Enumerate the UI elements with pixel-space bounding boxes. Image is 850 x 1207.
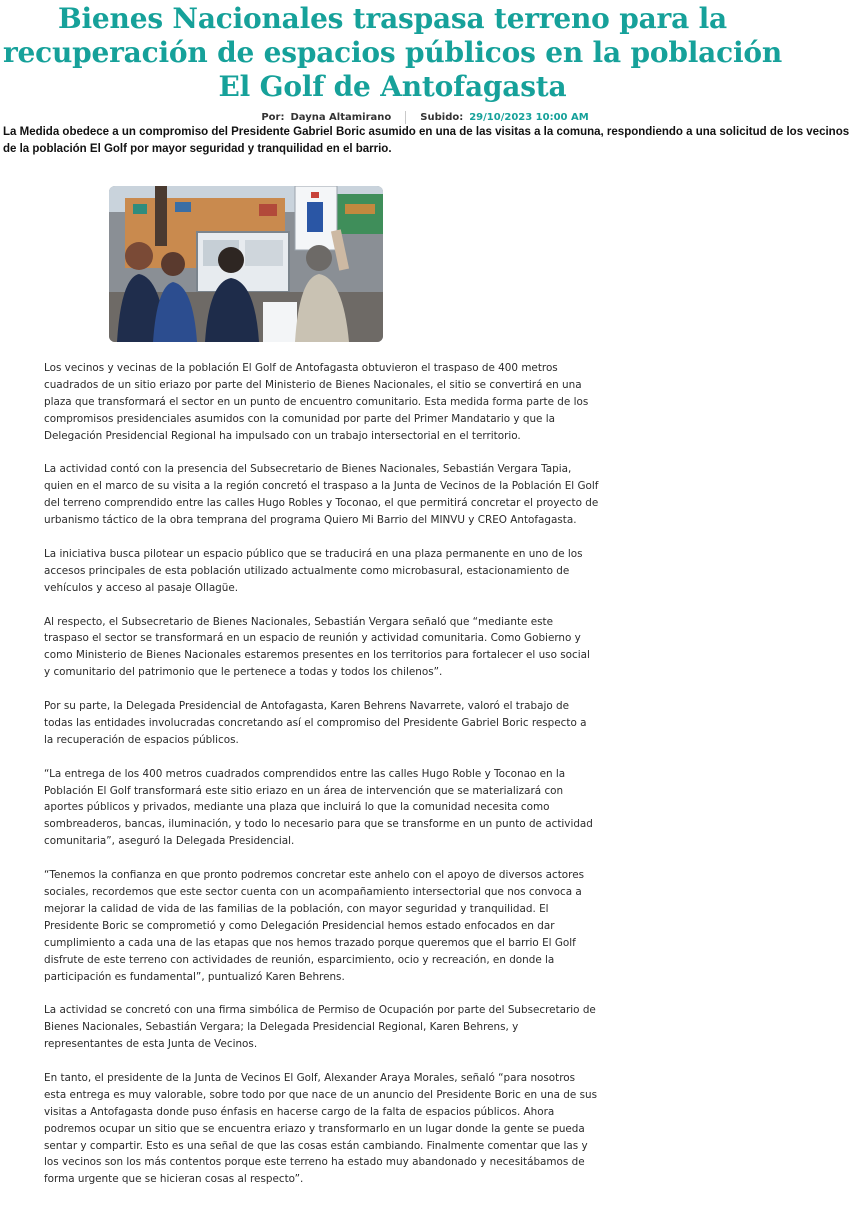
author-name: Dayna Altamirano	[290, 112, 392, 123]
uploaded-date: 29/10/2023 10:00 AM	[469, 112, 589, 123]
article-title: Bienes Nacionales traspasa terreno para la recuperación de espacios públicos en la población El Golf de Antofagasta	[2, 2, 783, 103]
body-paragraph: “La entrega de los 400 metros cuadrados comprendidos entre las calles Hugo Roble y Toconao en la Población El Golf transformará este sitio eriazo en un área de intervención que se materializará con aportes públicos y privados, mediante una plaza que incluirá lo que la comunidad necesita como sombreaderos, bancas, iluminación, y todo lo necesario para que se transforme en un punto de actividad comunitaria”, aseguró la Delegada Presidencial.	[44, 767, 593, 848]
body-paragraph: En tanto, el presidente de la Junta de Vecinos El Golf, Alexander Araya Morales, señaló “para nosotros esta entrega es muy valorable, sobre todo por que nace de un anuncio del Presidente Boric en una de sus visitas a Antofagasta donde puso énfasis en hacerse cargo de la falta de espacios públicos. Ahora podremos ocupar un sitio que se encuentra eriazo y transformarlo en un lugar donde la gente se pueda sentar y compartir. Esto es una señal de que las cosas están cambiando. Finalmente comentar que las y los vecinos son los más contentos porque este terreno ha estado muy abandonado y necesitábamos de forma urgente que se hicieran cosas al respecto”.	[44, 1071, 597, 1186]
body-paragraph: La iniciativa busca pilotear un espacio público que se traducirá en una plaza permanente en uno de los accesos principales de esta población utilizado actualmente como microbasural, estacionamiento de vehículos y acceso al pasaje Ollagüe.	[44, 547, 583, 594]
body-paragraph: La actividad se concretó con una firma simbólica de Permiso de Ocupación por parte del Subsecretario de Bienes Nacionales, Sebastián Vergara; la Delegada Presidencial Regional, Karen Behrens, y representantes de esta Junta de Vecinos.	[44, 1004, 596, 1051]
author-group	[261, 112, 391, 123]
body-paragraph: La actividad contó con la presencia del Subsecretario de Bienes Nacionales, Sebastián Vergara Tapia, quien en el marco de su visita a la región concretó el traspaso a la Junta de Vecinos de la Población El Golf del terreno comprendido entre las calles Hugo Robles y Toconao, el que permitirá concretar el proyecto de urbanismo táctico de la obra temprana del programa Quiero Mi Barrio del MINVU y CREO Antofagasta.	[44, 463, 599, 527]
article-lead: La Medida obedece a un compromiso del Presidente Gabriel Boric asumido en una de las visitas a la comuna, respondiendo a una solicitud de los vecinos de la población El Golf por mayor seguridad y tranquilidad en el barrio.	[3, 126, 850, 155]
article-body	[44, 360, 599, 1205]
article-byline	[0, 111, 850, 124]
article-photo	[109, 186, 383, 342]
body-paragraph: Al respecto, el Subsecretario de Bienes Nacionales, Sebastián Vergara señaló que “mediante este traspaso el sector se transformará en un espacio de reunión y actividad comunitaria. Como Gobierno y como Ministerio de Bienes Nacionales estaremos presentes en los territorios para fortalecer el uso social y comunitario del patrimonio que le pertenece a todas y todos los chilenos”.	[44, 615, 590, 679]
by-label: Por:	[261, 112, 285, 123]
upload-group	[420, 112, 588, 123]
body-paragraph: Por su parte, la Delegada Presidencial de Antofagasta, Karen Behrens Navarrete, valoró el trabajo de todas las entidades involucradas concretando así el compromiso del Presidente Gabriel Boric respecto a la recuperación de espacios públicos.	[44, 700, 587, 746]
byline-divider	[405, 111, 406, 124]
uploaded-label: Subido:	[420, 112, 464, 123]
photo-illustration	[109, 186, 383, 342]
body-paragraph: Los vecinos y vecinas de la población El Golf de Antofagasta obtuvieron el traspaso de 400 metros cuadrados de un sitio eriazo por parte del Ministerio de Bienes Nacionales, el sitio se convertirá en una plaza que transformará el sector en un punto de encuentro comunitario. Esta medida forma parte de los compromisos presidenciales asumidos con la comunidad por parte del Primer Mandatario y que la Delegación Presidencial Regional ha impulsado con un trabajo intersectorial en el territorio.	[44, 362, 589, 442]
body-paragraph: “Tenemos la confianza en que pronto podremos concretar este anhelo con el apoyo de diversos actores sociales, recordemos que este sector cuenta con un acompañamiento intersectorial que nos convoca a mejorar la calidad de vida de las familias de la población, con mayor seguridad y tranquilidad. El Presidente Boric se comprometió y como Delegación Presidencial hemos estado enfocados en dar cumplimiento a cada una de las etapas que nos hemos trazado porque queremos que el barrio El Golf disfrute de este terreno con actividades de reunión, esparcimiento, ocio y recreación, en donde la participación es fundamental”, puntualizó Karen Behrens.	[44, 869, 584, 983]
